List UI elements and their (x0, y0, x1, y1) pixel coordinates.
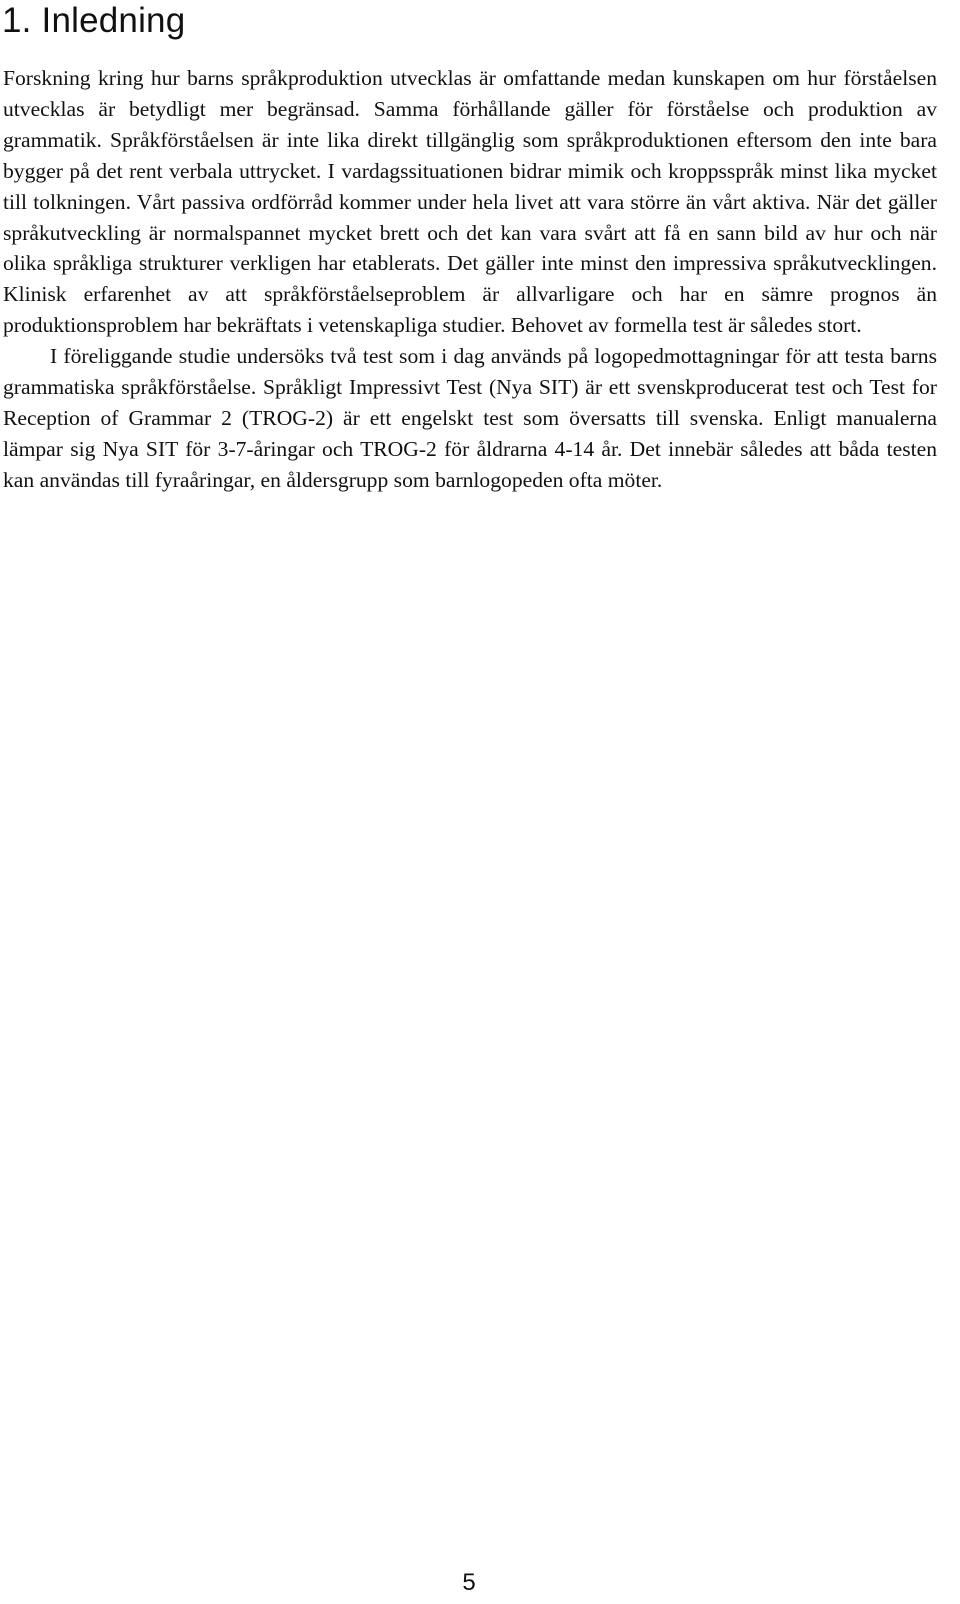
page-number: 5 (462, 1569, 476, 1596)
paragraph-1: Forskning kring hur barns språkproduktion utvecklas är omfattande medan kunskapen om hur förståelsen utvecklas är betydligt mer begränsad. Samma förhållande gäller för förståelse och produktion av grammatik. Språkförståelsen är inte lika direkt tillgänglig som språkproduktionen eftersom den inte bara bygger på det rent verbala uttrycket. I vardagssituationen bidrar mimik och kroppsspråk minst lika mycket till tolkningen. Vårt passiva ordförråd kommer under hela livet att vara större än vårt aktiva. När det gäller språkutveckling är normalspannet mycket brett och det kan vara svårt att få en sann bild av hur och när olika språkliga strukturer verkligen har etablerats. Det gäller inte minst den impressiva språkutvecklingen. Klinisk erfarenhet av att språkförståelseproblem är allvarligare och har en sämre prognos än produktionsproblem har bekräftats i vetenskapliga studier. Behovet av formella test är således stort. (3, 66, 937, 338)
body-text (3, 63, 937, 496)
section-heading: 1. Inledning (2, 1, 186, 40)
paragraph-2: I föreliggande studie undersöks två test som i dag används på logopedmottagningar för att testa barns grammatiska språkförståelse. Språkligt Impressivt Test (Nya SIT) är ett svenskproducerat test och Test for Reception of Grammar 2 (TROG-2) är ett engelskt test som översatts till svenska. Enligt manualerna lämpar sig Nya SIT för 3-7-åringar och TROG-2 för åldrarna 4-14 år. Det innebär således att båda testen kan användas till fyraåringar, en åldersgrupp som barnlogopeden ofta möter. (3, 344, 937, 492)
